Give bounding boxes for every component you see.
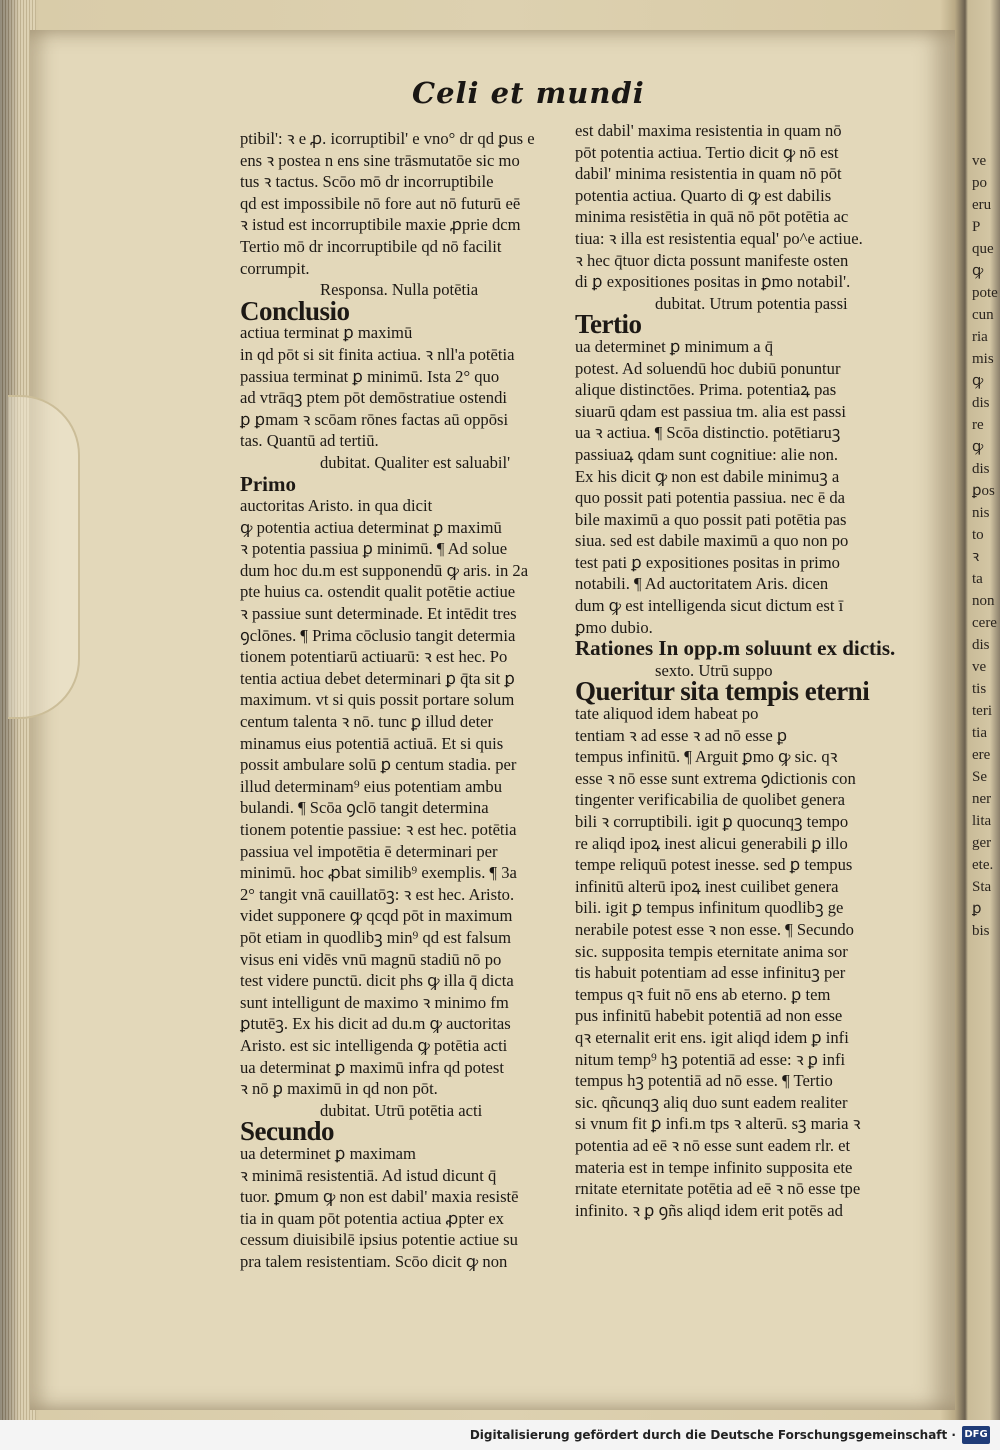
text-line: esse ꝛ nō esse sunt extrema ꝯdictionis con [575, 768, 856, 788]
margin-fragment: tia [972, 725, 987, 741]
text-line: minima resistētia in quā nō pōt potētia ac [575, 207, 849, 227]
margin-fragment: dis [972, 395, 990, 411]
text-line: dubitat. Utrum potentia passi [655, 293, 848, 313]
text-line: videt supponere ꝙ qcqd pōt in maximum [240, 906, 513, 926]
text-line: ꝑtutēꝫ. Ex his dicit ad du.m ꝙ auctoritas [240, 1014, 511, 1034]
text-line: tate aliquod idem habeat po [575, 704, 759, 724]
text-line: sunt intelligunt de maximo ꝛ minimo fm [240, 992, 509, 1012]
text-line: ua determinat ꝑ maximū infra qd potest [240, 1057, 504, 1077]
text-line: Tertio [575, 309, 642, 340]
margin-fragment: eru [972, 197, 992, 213]
text-line: ꝛ passiue sunt determinade. Et intēdit tres [240, 604, 517, 624]
text-line: in qd pōt si sit finita actiua. ꝛ nll'a potētia [240, 344, 515, 364]
text-line: ens ꝛ postea n ens sine trāsmutatōe sic mo [240, 150, 520, 170]
margin-fragment: que [972, 241, 994, 257]
text-line: tempe reliquū potest inesse. sed ꝑ tempus [575, 855, 853, 875]
margin-fragment: re [972, 417, 984, 433]
dfg-logo: DFG [962, 1426, 990, 1444]
margin-fragment: cere [972, 615, 997, 631]
margin-fragment: ner [972, 791, 992, 807]
text-line: qꝛ eternalit erit ens. igit aliqd idem ꝑ infi [575, 1027, 849, 1047]
margin-fragment: ria [972, 329, 988, 345]
margin-fragment: bis [972, 923, 990, 939]
margin-fragment: P [972, 219, 981, 235]
text-line: tempus infinitū. ¶ Arguit ꝑmo ꝙ sic. qꝛ [575, 747, 838, 767]
margin-fragment: ve [972, 153, 987, 169]
text-line: qd est impossibile nō fore aut nō futurū eē [240, 193, 521, 213]
margin-fragment: teri [972, 703, 992, 719]
text-line: tia in quam pōt potentia actiua ꝓpter ex [240, 1208, 504, 1228]
text-line: pte huius ca. ostendit qualit potētie actiue [240, 582, 516, 602]
text-line: tingenter verificabilia de quolibet genera [575, 790, 845, 810]
margin-fragment: ta [972, 571, 983, 587]
text-line: tempus qꝛ fuit nō ens ab eterno. ꝑ tem [575, 984, 831, 1004]
text-line: tionem potentiarū actiuarū: ꝛ est hec. Po [240, 647, 508, 667]
margin-fragment: ꝑos [972, 483, 995, 499]
text-line: di ꝑ expositiones positas in ꝑmo notabil'. [575, 272, 851, 292]
margin-fragment: pote [972, 285, 998, 301]
text-line: ꝛ hec q̄tuor dicta possunt manifeste osten [575, 250, 849, 270]
text-line: ꝛ potentia passiua ꝑ minimū. ¶ Ad solue [240, 539, 508, 559]
text-line: siuarū qdam est passiua tm. alia est passi [575, 401, 846, 421]
text-line: minimū. hoc ꝓbat similib⁹ exemplis. ¶ 3a [240, 863, 517, 883]
margin-fragment: cun [972, 307, 994, 323]
left-text-column [240, 128, 552, 1272]
text-line: ꝑmo dubio. [575, 617, 653, 637]
text-line: pōt potentia actiua. Tertio dicit ꝙ nō est [575, 142, 839, 162]
text-line: ꝯclōnes. ¶ Prima cōclusio tangit determia [240, 625, 516, 645]
text-line: sic. supposita tempis eternitate anima sor [575, 941, 848, 961]
text-line: minamus eius potentiā actiuā. Et si quis [240, 733, 504, 753]
text-line: tempus hꝫ potentiā ad nō esse. ¶ Tertio [575, 1071, 833, 1091]
text-line: re aliqd ipoꝝ inest alicui generabili ꝑ illo [575, 833, 848, 853]
right-text-column [575, 120, 909, 1221]
text-line: pōt etiam in quodlibꝫ min⁹ qd est falsum [240, 927, 511, 947]
text-line: potentia actiua. Quarto di ꝙ est dabilis [575, 185, 832, 205]
text-line: illud determinam⁹ eius potentiam ambu [240, 776, 503, 796]
text-line: bili ꝛ corruptibili. igit ꝑ quocunqꝫ tempo [575, 812, 849, 831]
text-line: pra talem resistentiam. Scōo dicit ꝙ non [240, 1251, 508, 1271]
text-line: est dabil' maxima resistentia in quam nō [575, 121, 842, 140]
text-line: dubitat. Qualiter est saluabil' [320, 452, 511, 472]
text-line: Queritur sita tempis eterni [575, 676, 870, 707]
text-line: alique distinctōes. Prima. potentiaꝝ pas [575, 380, 837, 400]
text-line: materia est in tempe infinito supposita ete [575, 1157, 853, 1177]
margin-fragment: dis [972, 461, 990, 477]
text-line: tas. Quantū ad tertiū. [240, 431, 379, 451]
text-line: pus infinitū habebit potentiā ad non esse [575, 1006, 843, 1026]
margin-fragment: tis [972, 681, 987, 697]
text-line: Responsa. Nulla potētia [320, 280, 479, 300]
text-line: dum ꝙ est intelligenda sicut dictum est ī [575, 596, 844, 616]
margin-fragment: Sta [972, 879, 992, 895]
text-line: tus ꝛ tactus. Scōo mō dr incorruptibile [240, 172, 494, 192]
text-line: ad vtrāqꝫ ptem pōt demōstratiue ostendi [240, 388, 508, 408]
text-line: tentia actiua debet determinari ꝑ q̄ta sit ꝑ [240, 668, 515, 688]
text-line: 2° tangit vnā cauillatōꝫ: ꝛ est hec. Aristo. [240, 884, 515, 904]
text-line: actiua terminat ꝑ maximū [240, 323, 413, 343]
text-line: Primo [240, 471, 296, 496]
text-line: dum hoc du.m est supponendū ꝙ aris. in 2a [240, 560, 529, 580]
text-line: si vnum fit ꝑ infi.m tps ꝛ alterū. sꝫ maria ꝛ [575, 1114, 861, 1134]
text-line: quo possit pati potentia passiua. nec ē da [575, 488, 846, 508]
text-line: ꝛ istud est incorruptibile maxie ꝓprie dcm [240, 215, 521, 235]
text-line: ptibil': ꝛ e ꝓ. icorruptibil' e vno° dr qd ꝑus e [240, 129, 535, 148]
margin-fragment: ꝙ [972, 439, 984, 455]
text-line: visus eni vidēs vnū magnū stadiū nō po [240, 949, 502, 969]
text-line: ua determinet ꝑ minimum a q̄ [575, 336, 774, 356]
margin-fragment: ere [972, 747, 991, 763]
text-line: tentiam ꝛ ad esse ꝛ ad nō esse ꝑ [575, 725, 788, 745]
text-line: passiua vel impotētia ē determinari per [240, 841, 498, 861]
text-line: notabili. ¶ Ad auctoritatem Aris. dicen [575, 574, 829, 594]
text-line: centum talenta ꝛ nō. tunc ꝑ illud deter [240, 712, 494, 732]
text-line: siua. sed est dabile maximū a quo non po [575, 531, 849, 551]
text-line: cessum diuisibilē ipsius potentie actiue su [240, 1230, 518, 1250]
text-line: Tertio mō dr incorruptibile qd nō facilit [240, 236, 502, 256]
text-line: potest. Ad soluendū hoc dubiū ponuntur [575, 358, 841, 378]
running-header: Celi et mundi [412, 76, 645, 110]
text-line: ꝙ potentia actiua determinat ꝑ maximū [240, 517, 502, 537]
margin-fragment: non [972, 593, 995, 609]
text-line: sic. qñcunqꝫ aliq duo sunt eadem realiter [575, 1092, 848, 1112]
text-line: ꝑ ꝑmam ꝛ scōam rōnes factas aū oppōsi [240, 409, 509, 429]
text-line: infinitū alterū ipoꝝ inest cuilibet genera [575, 876, 839, 896]
text-line: test videre punctū. dicit phs ꝙ illa q̄ dicta [240, 971, 514, 991]
text-line: dabil' minima resistentia in quam nō pōt [575, 164, 842, 184]
text-line: dubitat. Utrū potētia acti [320, 1100, 483, 1120]
text-line: ꝛ nō ꝑ maximū in qd non pōt. [240, 1079, 438, 1099]
text-line: nitum temp⁹ hꝫ potentiā ad esse: ꝛ ꝑ infi [575, 1049, 846, 1069]
facing-page-margin [972, 150, 998, 942]
margin-fragment: Se [972, 769, 987, 785]
text-line: infinito. ꝛ ꝑ ꝯñs aliqd idem erit potēs ad [575, 1200, 843, 1220]
text-line: ua determinet ꝑ maximam [240, 1143, 416, 1163]
text-line: bulandi. ¶ Scōa ꝯclō tangit determina [240, 798, 489, 818]
text-line: ua ꝛ actiua. ¶ Scōa distinctio. potētiaruꝫ [575, 423, 841, 443]
footer-bar [0, 1420, 1000, 1450]
margin-fragment: ꝙ [972, 373, 984, 389]
text-line: tiua: ꝛ illa est resistentia equal' po^e actiue. [575, 228, 863, 248]
text-line: Conclusio [240, 295, 350, 326]
text-line: Aristo. est sic intelligenda ꝙ potētia acti [240, 1035, 508, 1055]
clasp-strap [8, 395, 80, 719]
funding-note: Digitalisierung gefördert durch die Deutsche Forschungsgemeinschaft · [469, 1428, 956, 1442]
text-line: tionem potentie passiue: ꝛ est hec. potētia [240, 820, 517, 839]
text-line: ꝛ minimā resistentiā. Ad istud dicunt q̄ [240, 1165, 497, 1185]
margin-fragment: ger [972, 835, 992, 851]
text-line: sexto. Utrū suppo [655, 660, 773, 680]
margin-fragment: dis [972, 637, 990, 653]
margin-fragment: nis [972, 505, 990, 521]
margin-fragment: po [972, 175, 987, 191]
margin-fragment: lita [972, 813, 992, 829]
text-line: auctoritas Aristo. in qua dicit [240, 496, 433, 516]
text-line: passiua terminat ꝑ minimū. Ista 2° quo [240, 366, 500, 386]
margin-fragment: ve [972, 659, 987, 675]
text-line: tuor. ꝑmum ꝙ non est dabil' maxia resistē [240, 1187, 519, 1207]
text-line: Rationes In opp.m soluunt ex dictis. [575, 636, 896, 661]
text-line: bile maximū a quo possit pati potētia pas [575, 509, 847, 529]
text-line: passiuaꝝ qdam sunt cognitiue: alie non. [575, 444, 839, 464]
text-line: Secundo [240, 1116, 335, 1147]
text-line: bili. igit ꝑ tempus infinitum quodlibꝫ ge [575, 898, 844, 918]
margin-fragment: ꝙ [972, 263, 984, 279]
text-line: maximum. vt si quis possit portare solum [240, 690, 515, 710]
margin-fragment: ꝑ [972, 901, 982, 917]
text-line: Ex his dicit ꝙ non est dabile minimuꝫ a [575, 466, 840, 486]
margin-fragment: ꝛ [972, 549, 980, 565]
text-line: corrumpit. [240, 258, 310, 278]
text-line: tis habuit potentiam ad esse infinituꝫ per [575, 963, 846, 983]
margin-fragment: to [972, 527, 984, 543]
text-line: possit ambulare solū ꝑ centum stadia. per [240, 755, 517, 775]
text-line: test pati ꝑ expositiones positas in primo [575, 552, 840, 572]
text-line: nerabile potest esse ꝛ non esse. ¶ Secundo [575, 919, 854, 939]
text-line: potentia ad eē ꝛ nō esse sunt eadem rlr. et [575, 1135, 851, 1155]
text-line: rnitate eternitate potētia ad eē ꝛ nō esse tpe [575, 1179, 861, 1199]
margin-fragment: mis [972, 351, 994, 367]
margin-fragment: ete. [972, 857, 994, 873]
